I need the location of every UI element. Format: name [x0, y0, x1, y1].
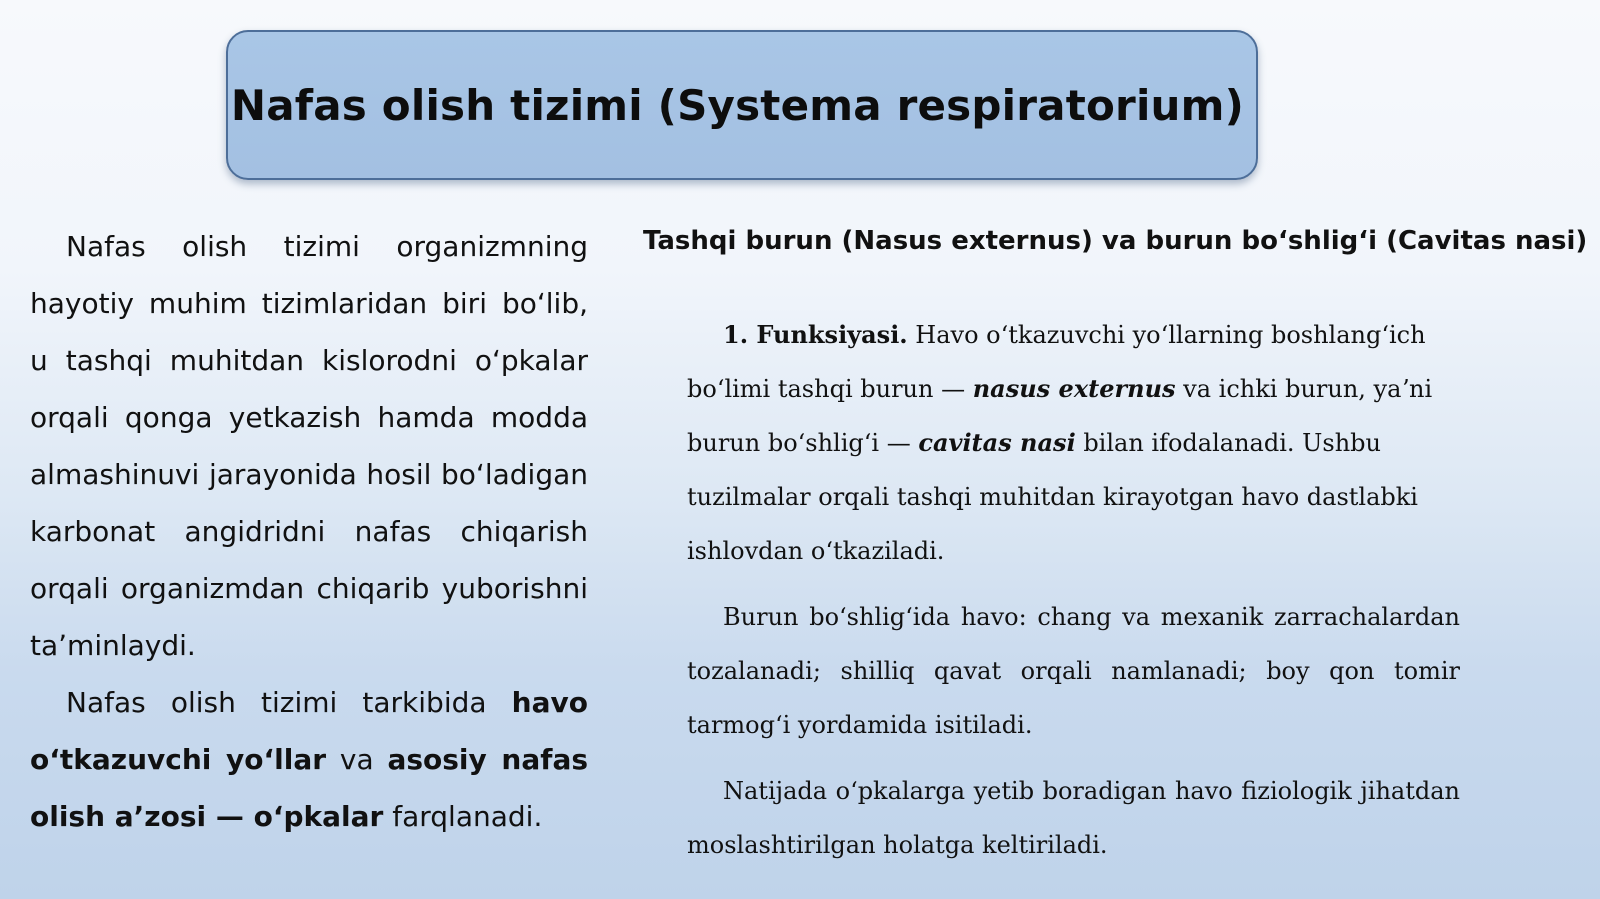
left-paragraph-1: Nafas olish tizimi organizmning hayotiy muhim tizimlaridan biri boʻlib, u tashqi muhitdan kislorodni oʻpkalar orqali qonga yetkazish hamda modda almashinuvi jarayonida hosil boʻladigan karbonat angidridni nafas chiqarish orqali organizmdan chiqarib yuborishni taʼminlaydi. — [30, 230, 588, 662]
right-paragraph-1-b: va ichki burun, yaʼni burun boʻshligʻi — — [687, 375, 1433, 457]
right-paragraph-1 — [687, 308, 1460, 578]
right-paragraph-3: Natijada oʻpkalarga yetib boradigan havo fiziologik jihatdan moslashtirilgan holatga keltiriladi. — [687, 777, 1460, 859]
left-paragraph-2-end: farqlanadi. — [383, 800, 543, 833]
left-paragraph-2 — [30, 674, 588, 845]
section-heading: Tashqi burun (Nasus externus) va burun boʻshligʻi (Cavitas nasi) — [643, 226, 1588, 256]
right-paragraph-2: Burun boʻshligʻida havo: chang va mexanik zarrachalardan tozalanadi; shilliq qavat orqali namlanadi; boy qon tomir tarmogʻi yordamida isitiladi. — [687, 603, 1460, 739]
title-box — [226, 30, 1258, 180]
left-paragraph-2-start: Nafas olish tizimi tarkibida — [66, 686, 512, 719]
right-text-column — [687, 308, 1460, 872]
term-nasus-externus: nasus externus — [972, 374, 1176, 403]
right-paragraph-1-c: bilan ifodalanadi. Ushbu tuzilmalar orqali tashqi muhitdan kirayotgan havo dastlabki ishlovdan oʻtkaziladi. — [687, 429, 1418, 565]
left-paragraph-2-bold-lungs: asosiy nafas olish aʼzosi — oʻpkalar — [30, 743, 589, 833]
right-paragraph-1-a: Havo oʻtkazuvchi yoʻllarning boshlangʻich boʻlimi tashqi burun — — [687, 321, 1426, 403]
term-cavitas-nasi: cavitas nasi — [918, 428, 1076, 457]
left-paragraph-2-bold-airways: havo oʻtkazuvchi yoʻllar — [30, 686, 588, 776]
left-text-column — [30, 218, 588, 845]
page-title: Nafas olish tizimi (Systema respiratorium) — [230, 80, 1244, 130]
function-label: 1. Funksiyasi. — [723, 320, 908, 349]
left-paragraph-2-mid: va — [326, 743, 388, 776]
